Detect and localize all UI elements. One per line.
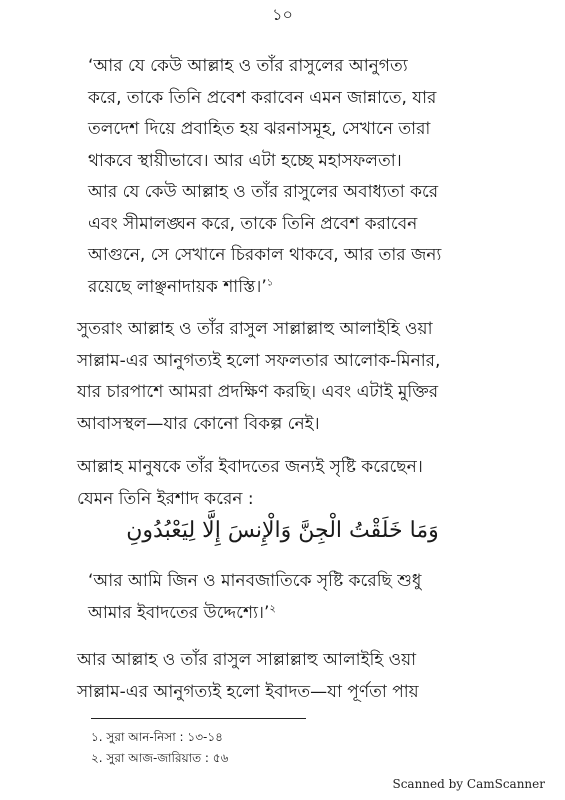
paragraph-line: সাল্লাম-এর আনুগত্যই হলো সফলতার আলোক-মিনার, [77,350,441,371]
paragraph-line: আল্লাহ মানুষকে তাঁর ইবাদতের জন্যই সৃষ্টি করেছেন। [77,457,423,477]
footnote-divider [91,718,306,719]
quote-line: আর যে কেউ আল্লাহ ও তাঁর রাসুলের অবাধ্যতা করে [88,182,439,202]
quote-line: ‘আর যে কেউ আল্লাহ ও তাঁর রাসুলের আনুগত্য [88,56,408,76]
quote-line: তলদেশ দিয়ে প্রবাহিত হয় ঝরনাসমূহ, সেখানে তারা [88,119,431,139]
quote-line: করে, তাকে তিনি প্রবেশ করাবেন এমন জান্নাতে, যার [88,87,437,108]
paragraph-ibadah [77,645,522,708]
paragraph-obedience [77,314,522,440]
scanner-watermark: Scanned by CamScanner [392,777,545,791]
quote-line: আগুনে, সে সেখানে চিরকাল থাকবে, আর তার জন্য [88,245,442,265]
footnote-mark-2: ২ [269,602,276,614]
quran-quote-nisa [88,51,518,303]
paragraph-line: আবাসস্থল—যার কোনো বিকল্প নেই। [77,413,320,434]
quote-line: ‘আর আমি জিন ও মানবজাতিকে সৃষ্টি করেছি শুধু [88,571,422,591]
quote-line-text: আমার ইবাদতের উদ্দেশ্যে।’ [88,602,270,623]
paragraph-worship [77,452,522,515]
paragraph-line: সুতরাং আল্লাহ ও তাঁর রাসুল সাল্লাল্লাহু আলাইহি ওয়া [77,319,433,339]
page-number: ১০ [272,5,293,24]
footnote-mark-1: ১ [266,276,274,288]
quote-line: এবং সীমালঙ্ঘন করে, তাকে তিনি প্রবেশ করাবেন [88,213,418,234]
quote-line-text: রয়েছে লাঞ্ছনাদায়ক শাস্তি।’ [88,276,267,297]
quran-quote-dhariyat [88,566,518,629]
footnote-2: ২. সুরা আজ-জারিয়াত : ৫৬ [91,751,229,765]
footnotes [91,727,228,769]
paragraph-line: যেমন তিনি ইরশাদ করেন : [77,488,254,509]
arabic-verse: وَمَا خَلَقْتُ الْجِنَّ وَالْإِنسَ إِلَّا لِيَعْبُدُونِ [126,518,439,543]
paragraph-line: সাল্লাম-এর আনুগত্যই হলো ইবাদত—যা পূর্ণতা পায় [77,681,419,702]
quote-line: থাকবে স্থায়ীভাবে। আর এটা হচ্ছে মহাসফলতা। [88,150,402,171]
footnote-1: ১. সুরা আন-নিসা : ১৩-১৪ [91,730,223,744]
quote-line-last [88,272,518,304]
paragraph-line: যার চারপাশে আমরা প্রদক্ষিণ করছি। এবং এটাই মুক্তির [77,382,439,402]
quote-line-last [88,598,518,630]
paragraph-line: আর আল্লাহ ও তাঁর রাসুল সাল্লাল্লাহু আলাইহি ওয়া [77,650,417,670]
